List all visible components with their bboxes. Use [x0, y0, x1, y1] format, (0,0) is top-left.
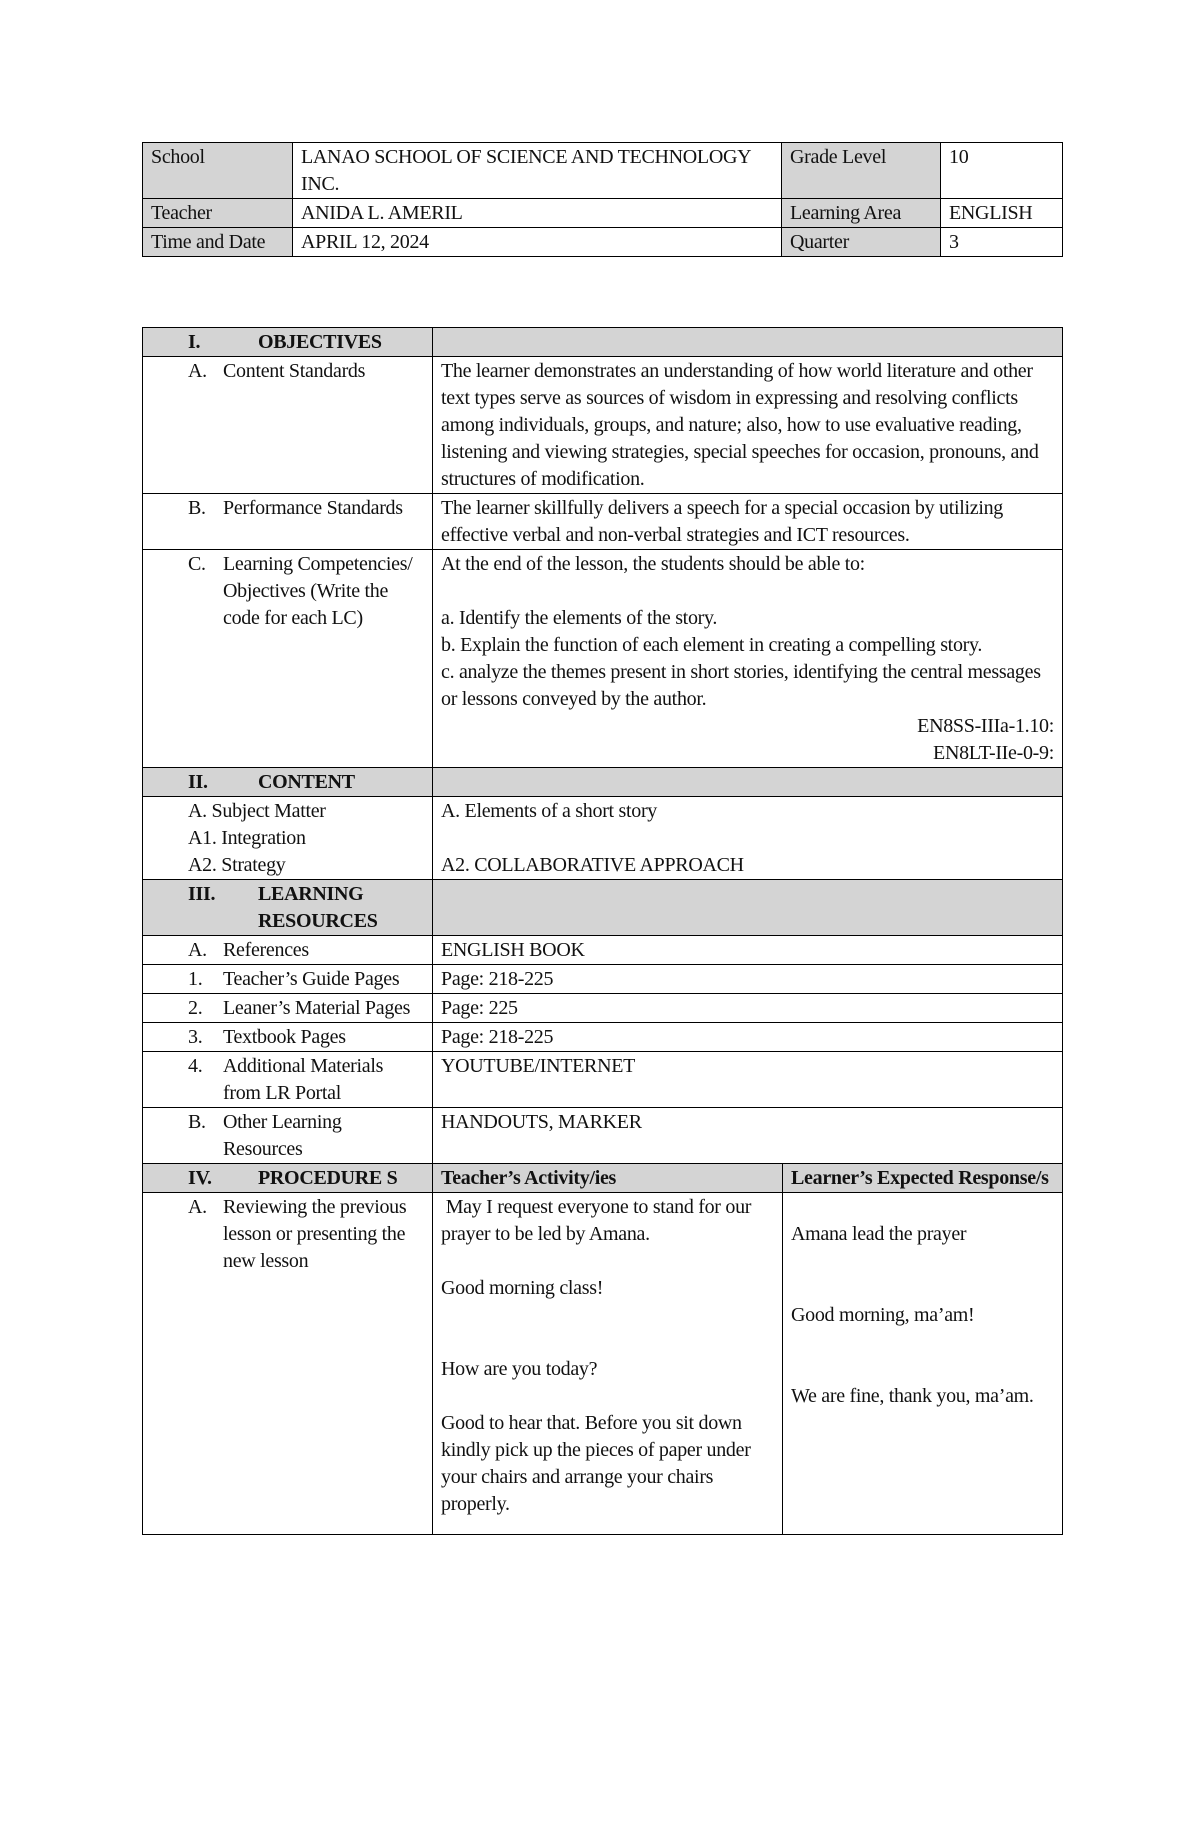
time-date-value: APRIL 12, 2024 — [293, 228, 782, 257]
integration-label: A1. Integration — [188, 827, 306, 849]
resource-value: HANDOUTS, MARKER — [433, 1108, 1063, 1164]
spacer — [791, 1275, 1054, 1302]
resource-row — [143, 994, 1063, 1023]
objectives-header-row — [143, 328, 1063, 357]
spacer — [791, 1248, 1054, 1275]
subject-matter-values — [433, 797, 1063, 880]
resource-number: 4. — [188, 1055, 203, 1077]
procedures-number: IV. — [188, 1167, 212, 1189]
resource-value: Page: 218-225 — [433, 1023, 1063, 1052]
school-value: LANAO SCHOOL OF SCIENCE AND TECHNOLOGY INC. — [293, 143, 782, 199]
resource-row — [143, 1052, 1063, 1108]
subject-matter-labels — [143, 797, 433, 880]
time-row — [143, 228, 1063, 257]
content-heading — [143, 768, 433, 797]
teacher-row — [143, 199, 1063, 228]
resource-row — [143, 965, 1063, 994]
teacher-line: Good to hear that. Before you sit down kindly pick up the pieces of paper under your chairs and arrange your chairs properly. — [441, 1412, 751, 1515]
resources-heading — [143, 880, 433, 936]
resources-header-blank — [433, 880, 1063, 936]
resource-title: Other Learning Resources — [223, 1111, 342, 1160]
learning-area-label: Learning Area — [782, 199, 941, 228]
learner-line: Good morning, ma’am! — [791, 1304, 975, 1326]
strategy-value: A2. COLLABORATIVE APPROACH — [441, 854, 744, 876]
learner-line: Amana lead the prayer — [791, 1223, 967, 1245]
resource-value: YOUTUBE/INTERNET — [433, 1052, 1063, 1108]
teacher-activity-cell — [433, 1193, 783, 1535]
content-standards-label — [143, 357, 433, 494]
content-header-blank — [433, 768, 1063, 797]
resource-label — [143, 1108, 433, 1164]
resources-header-row — [143, 880, 1063, 936]
spacer — [441, 1248, 774, 1275]
resource-title: Textbook Pages — [223, 1026, 346, 1048]
resource-row — [143, 936, 1063, 965]
resource-title: Additional Materials from LR Portal — [223, 1055, 384, 1104]
strategy-label: A2. Strategy — [188, 854, 286, 876]
review-label — [143, 1193, 433, 1535]
resource-value: ENGLISH BOOK — [433, 936, 1063, 965]
teacher-label: Teacher — [143, 199, 293, 228]
resource-title: References — [223, 939, 309, 961]
learning-area-value: ENGLISH — [941, 199, 1063, 228]
procedures-heading — [143, 1164, 433, 1193]
content-standards-letter: A. — [188, 360, 207, 382]
competency-code-1: EN8SS-IIIa-1.10: — [917, 715, 1054, 737]
resource-title: Teacher’s Guide Pages — [223, 968, 400, 990]
grade-level-value: 10 — [941, 143, 1063, 199]
content-standards-text: The learner demonstrates an understanding of how world literature and other text types serve as sources of wisdom in expressing and resolving conflicts among individuals, groups, and nature; also, how to use evaluative reading, listening and viewing strategies, special speeches for occasion, pronouns, and structures of modification. — [433, 357, 1063, 494]
objectives-title: OBJECTIVES — [258, 331, 382, 353]
objectives-heading — [143, 328, 433, 357]
quarter-label: Quarter — [782, 228, 941, 257]
performance-standards-row — [143, 494, 1063, 550]
resource-title: Leaner’s Material Pages — [223, 997, 411, 1019]
review-letter: A. — [188, 1196, 207, 1218]
content-title: CONTENT — [258, 771, 355, 793]
competency-a: a. Identify the elements of the story. — [441, 607, 718, 629]
time-date-label: Time and Date — [143, 228, 293, 257]
resource-number: 2. — [188, 997, 203, 1019]
objectives-number: I. — [188, 331, 201, 353]
performance-standards-text: The learner skillfully delivers a speech for a special occasion by utilizing effective verbal and non-verbal strategies and ICT resources. — [433, 494, 1063, 550]
learner-line: We are fine, thank you, ma’am. — [791, 1385, 1034, 1407]
spacer — [441, 578, 1054, 605]
grade-level-label: Grade Level — [782, 143, 941, 199]
competency-code-2: EN8LT-IIe-0-9: — [933, 742, 1054, 764]
quarter-value: 3 — [941, 228, 1063, 257]
content-standards-title: Content Standards — [223, 360, 366, 382]
resource-label — [143, 994, 433, 1023]
competencies-label — [143, 550, 433, 768]
procedures-title: PROCEDURE S — [258, 1167, 398, 1189]
resource-number: B. — [188, 1111, 206, 1133]
competencies-row — [143, 550, 1063, 768]
review-row — [143, 1193, 1063, 1535]
procedures-header-row — [143, 1164, 1063, 1193]
resource-row — [143, 1108, 1063, 1164]
header-table — [142, 142, 1063, 257]
performance-standards-title: Performance Standards — [223, 497, 403, 519]
spacer — [441, 1329, 774, 1356]
school-label: School — [143, 143, 293, 199]
resource-value: Page: 225 — [433, 994, 1063, 1023]
subject-matter-label: A. Subject Matter — [188, 800, 326, 822]
spacer — [441, 1383, 774, 1410]
school-row — [143, 143, 1063, 199]
subject-matter-row — [143, 797, 1063, 880]
competency-b: b. Explain the function of each element in creating a compelling story. — [441, 634, 983, 656]
content-number: II. — [188, 771, 208, 793]
resource-label — [143, 1052, 433, 1108]
resource-row — [143, 1023, 1063, 1052]
competencies-text — [433, 550, 1063, 768]
teacher-line: Good morning class! — [441, 1277, 604, 1299]
learner-response-header: Learner’s Expected Response/s — [783, 1164, 1063, 1193]
resource-label — [143, 936, 433, 965]
resource-number: 1. — [188, 968, 203, 990]
teacher-line: How are you today? — [441, 1358, 598, 1380]
lesson-plan-table — [142, 327, 1063, 1535]
resource-label — [143, 965, 433, 994]
teacher-line: May I request everyone to stand for our prayer to be led by Amana. — [441, 1196, 756, 1245]
subject-matter-value: A. Elements of a short story — [441, 800, 658, 822]
content-header-row — [143, 768, 1063, 797]
competency-c: c. analyze the themes present in short stories, identifying the central messages or lessons conveyed by the author. — [441, 661, 1041, 710]
objectives-header-blank — [433, 328, 1063, 357]
resources-title: LEARNING RESOURCES — [258, 883, 378, 932]
learner-response-cell — [783, 1193, 1063, 1535]
spacer — [791, 1356, 1054, 1383]
performance-standards-label — [143, 494, 433, 550]
spacer — [791, 1194, 1054, 1221]
spacer — [791, 1329, 1054, 1356]
resource-number: A. — [188, 939, 207, 961]
spacer — [441, 1302, 774, 1329]
teacher-activity-header: Teacher’s Activity/ies — [433, 1164, 783, 1193]
review-title: Reviewing the previous lesson or presenting the new lesson — [223, 1196, 407, 1272]
performance-standards-letter: B. — [188, 497, 206, 519]
resource-label — [143, 1023, 433, 1052]
competencies-title: Learning Competencies/ Objectives (Write the code for each LC) — [223, 553, 413, 629]
resource-number: 3. — [188, 1026, 203, 1048]
resources-number: III. — [188, 883, 216, 905]
spacer — [441, 825, 1054, 852]
resource-value: Page: 218-225 — [433, 965, 1063, 994]
competencies-intro: At the end of the lesson, the students should be able to: — [441, 553, 865, 575]
content-standards-row — [143, 357, 1063, 494]
competencies-letter: C. — [188, 553, 206, 575]
teacher-value: ANIDA L. AMERIL — [293, 199, 782, 228]
